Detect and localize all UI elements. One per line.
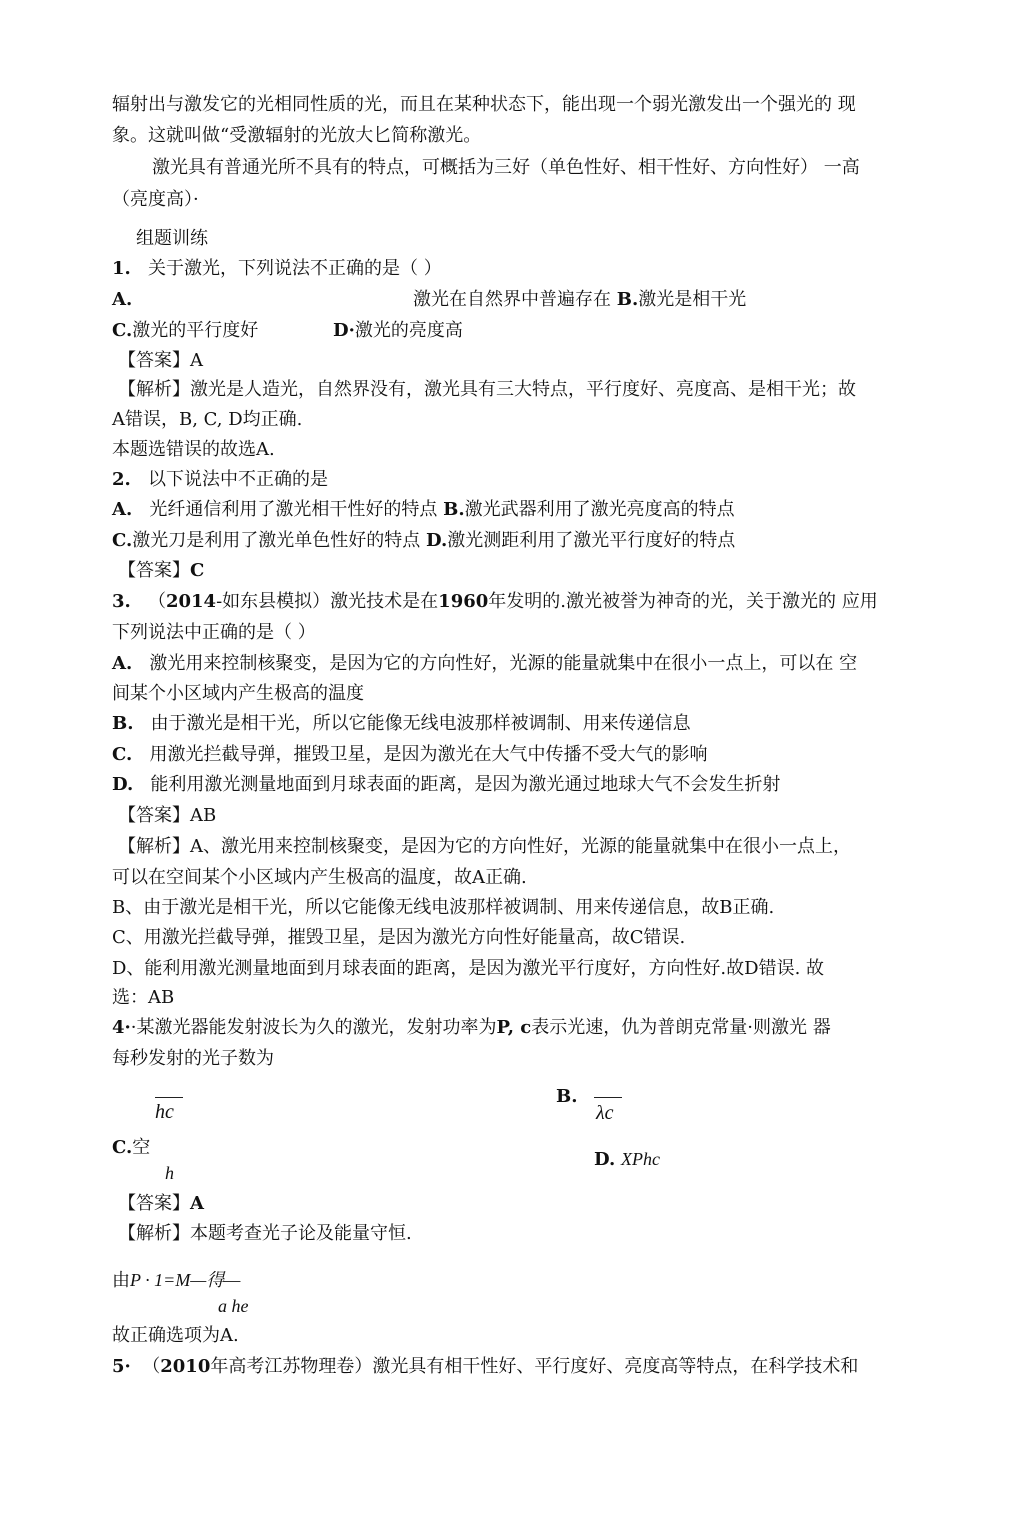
q4-equation-sub: a he [218,1296,249,1316]
q3-stem-post: 年发明的.激光被誉为神奇的光，关于激光的 应用 [488,591,878,612]
q4-conclusion: 故正确选项为A. [112,1325,239,1346]
intro-line-2: 象。这就叫做“受激辐射的光放大匕简称激光。 [112,125,482,146]
q4-answer-prefix: 【答案】 [118,1193,190,1214]
q3-option-b-label: B. [112,713,134,734]
q4-stem-b: 表示光速，仇为普朗克常量·则激光 器 [531,1017,831,1038]
q3-stem-pre: （ [147,591,166,612]
q3-option-a-text-1: 激光用来控制核聚变，是因为它的方向性好，光源的能量就集中在很小一点上，可以在 空 [149,653,858,674]
q1-option-c-label: C. [112,320,133,341]
q1-stem-line [112,257,442,281]
q2-stem-line [112,468,328,492]
q1-answer: 【答案】A [118,350,203,371]
q3-option-b-text: 由于激光是相干光，所以它能像无线电波那样被调制、用来传递信息 [150,713,691,734]
q2-options-cd [112,529,735,553]
q5-number: 5· [112,1356,131,1377]
q4-stem-a: ·某激光器能发射波长为久的激光，发射功率为 [130,1017,497,1038]
q3-option-a-line-1 [112,652,857,676]
intro-line-4: （亮度高）· [112,189,199,210]
q4-option-b-denominator: λc [596,1102,614,1124]
q1-option-b-text: 激光是相干光 [638,289,747,310]
q3-option-b [112,712,691,736]
q1-option-c [112,319,258,343]
q2-option-d-label: D. [426,530,448,551]
q4-option-d-text: XPhc [620,1149,660,1169]
q5-stem-post: 年高考江苏物理卷）激光具有相干性好、平行度好、亮度高等特点，在科学技术和 [210,1356,859,1377]
q4-option-c-denominator: h [165,1163,174,1183]
q4-equation-prefix: 由 [112,1270,130,1291]
q1-option-d-text: 激光的亮度高 [354,320,463,341]
q1-explanation-1: 【解析】激光是人造光，自然界没有，激光具有三大特点，平行度好、亮度高、是相干光；故 [118,379,856,400]
q4-option-b-fraction-bar [594,1097,622,1098]
q4-option-c-text: 空 [132,1137,151,1158]
q2-options-ab [112,498,735,522]
q2-answer [118,559,204,583]
q3-explanation-5: D、能利用激光测量地面到月球表面的距离，是因为激光平行度好，方向性好.故D错误. 故 [112,958,825,979]
q1-option-c-text: 激光的平行度好 [132,320,259,341]
q2-option-d-text: 激光测距利用了激光平行度好的特点 [447,530,736,551]
q4-explanation-1: 【解析】本题考查光子论及能量守恒. [118,1223,412,1244]
q5-stem-line [112,1355,858,1379]
q4-option-c-label: C. [112,1137,133,1158]
q4-number: 4· [112,1017,131,1038]
q1-number: 1. [112,258,131,279]
q4-stem-p: P, c [496,1017,532,1038]
q1-option-d-label: D· [333,320,355,341]
section-title: 组题训练 [136,228,208,249]
q3-option-c-text: 用激光拦截导弹，摧毁卫星，是因为激光在大气中传播不受大气的影响 [149,744,708,765]
q4-answer-value: A [190,1193,204,1214]
q5-stem-pre: （ [142,1356,161,1377]
q1-option-a-label: A. [112,289,133,310]
q3-option-a-line-2: 间某个小区域内产生极高的温度 [112,683,364,704]
q3-number: 3. [112,591,131,612]
intro-line-1: 辐射出与激发它的光相同性质的光，而且在某种状态下，能出现一个弱光激发出一个强光的 现 [112,94,856,115]
q1-options-ab [413,288,746,312]
q3-option-d [112,773,780,797]
q4-option-a-fraction-bar [155,1097,183,1098]
q3-option-c [112,743,707,767]
q3-stem-year: 2014 [165,591,217,612]
q3-option-c-label: C. [112,744,133,765]
q4-option-d-label: D. [594,1149,616,1170]
q1-option-a-text: 激光在自然界中普遍存在 [413,289,611,310]
q4-option-a-denominator: hc [155,1101,174,1123]
q5-stem-year: 2010 [160,1356,211,1377]
q1-stem: 关于激光，下列说法不正确的是（ ） [147,258,442,279]
q3-stem-year2: 1960 [438,591,489,612]
q2-option-a-text: 光纤通信利用了激光相干性好的特点 [149,499,438,520]
q2-answer-prefix: 【答案】 [118,560,190,581]
q3-explanation-1: 【解析】A、激光用来控制核聚变，是因为它的方向性好，光源的能量就集中在很小一点上， [118,836,851,857]
q1-option-d [333,319,463,343]
intro-line-3: 激光具有普通光所不具有的特点，可概括为三好（单色性好、相干性好、方向性好） 一高 [152,157,860,178]
q3-explanation-3: B、由于激光是相干光，所以它能像无线电波那样被调制、用来传递信息，故B正确. [112,897,775,918]
q3-stem-mid: -如东县模拟）激光技术是在 [216,591,439,612]
q4-stem-line-2: 每秒发射的光子数为 [112,1048,274,1069]
q4-option-c [112,1136,150,1160]
q4-answer [118,1192,204,1216]
q2-number: 2. [112,469,131,490]
q4-stem-line-1 [112,1016,831,1040]
q4-equation-body: P · 1=M—得— [130,1270,241,1290]
q3-option-d-label: D. [112,774,134,795]
q3-explanation-4: C、用激光拦截导弹，摧毁卫星，是因为激光方向性好能量高，故C错误. [112,927,686,948]
q2-answer-value: C [190,560,205,581]
q3-stem-line-2: 下列说法中正确的是（ ） [112,622,316,643]
q1-explanation-2: A错误，B, C, D均正确. [112,409,303,430]
q4-option-b-label: B. [556,1086,578,1107]
q3-option-d-text: 能利用激光测量地面到月球表面的距离，是因为激光通过地球大气不会发生折射 [150,774,781,795]
q1-explanation-3: 本题选错误的故选A. [112,439,275,460]
q4-option-d [594,1147,660,1172]
q3-explanation-2: 可以在空间某个小区域内产生极高的温度，故A正确. [112,867,527,888]
q3-option-a-label: A. [112,653,133,674]
q3-answer: 【答案】AB [118,805,217,826]
q2-option-c-text: 激光刀是利用了激光单色性好的特点 [132,530,421,551]
q2-option-c-label: C. [112,530,133,551]
q3-explanation-6: 选：AB [112,987,175,1008]
q4-equation [112,1268,240,1293]
q2-option-b-text: 激光武器利用了激光亮度高的特点 [464,499,735,520]
q2-stem: 以下说法中不正确的是 [147,469,328,490]
q2-option-a-label: A. [112,499,133,520]
q1-option-b-label: B. [616,289,639,310]
q2-option-b-label: B. [443,499,465,520]
q3-stem-line-1 [112,590,878,614]
